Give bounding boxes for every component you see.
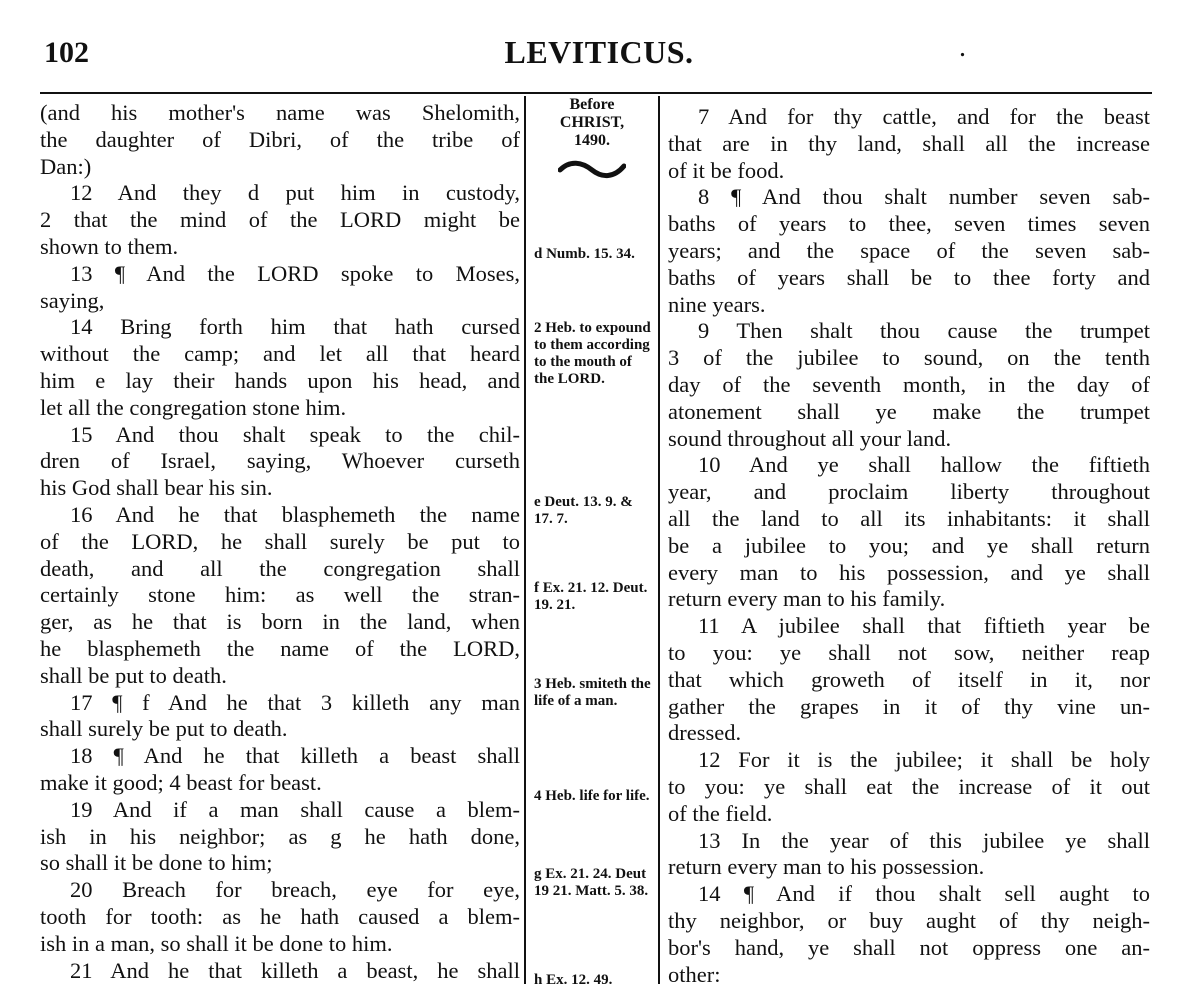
text-line: ish in his neighbor; as g he hath done, [40,823,520,849]
flourish-ornament [558,158,626,180]
text-line: 2 that the mind of the LORD might be [40,207,520,233]
text-line: atonement shall ye make the trumpet [668,398,1150,424]
text-line: 14 ¶ And if thou shalt sell aught to [698,881,1150,907]
text-line: be a jubilee to you; and ye shall return [668,532,1150,558]
text-line: sound throughout all your land. [668,425,952,451]
text-line: 10 And ye shall hallow the fiftieth [698,452,1150,478]
text-line: his God shall bear his sin. [40,475,273,501]
text-line: all the land to all its inhabitants: it shall [668,505,1150,531]
text-line: (and his mother's name was Shelomith, [40,100,520,125]
margin-note: 3 Heb. smiteth the life of a man. [534,676,651,709]
text-line: to you: ye shall eat the increase of it out [668,773,1150,799]
text-line: 15 And thou shalt speak to the chil- [70,421,520,447]
text-line: him e lay their hands upon his head, and [40,367,520,393]
date-note [528,96,656,150]
page-header [44,30,1154,80]
text-line: saying, [40,287,105,313]
margin-note: d Numb. 15. 34. [534,246,635,262]
text-line: 3 of the jubilee to sound, on the tenth [668,345,1150,371]
text-line: return every man to his family. [668,586,946,612]
header-dot: . [959,32,966,63]
page-number: 102 [44,36,89,69]
text-line: shall surely be put to death. [40,716,288,742]
text-line: death, and all the congregation shall [40,555,520,581]
text-line: 14 Bring forth him that hath cursed [70,314,520,340]
text-line: that which groweth of itself in it, nor [668,666,1150,692]
book-title: LEVITICUS. [504,34,694,70]
text-line: shown to them. [40,233,179,259]
text-line: 21 And he that killeth a beast, he shall [70,957,520,983]
right-text-column [668,104,1150,988]
text-line: 9 Then shalt thou cause the trumpet [698,318,1150,344]
text-line: 18 ¶ And he that killeth a beast shall [70,743,520,769]
text-line: of the LORD, he shall surely be put to [40,528,520,554]
left-text-column [40,100,520,984]
date-note-line: 1490. [574,132,610,149]
column-divider-left [524,96,526,984]
center-margin [528,96,656,988]
text-line: bor's hand, ye shall not oppress one an- [668,934,1150,960]
header-rule [40,92,1152,94]
text-line: 13 In the year of this jubilee ye shall [698,827,1150,853]
text-line: thy neighbor, or buy aught of thy neigh- [668,907,1150,933]
text-line: ger, as he that is born in the land, when [40,609,520,635]
text-line: so shall it be done to him; [40,850,273,876]
text-line: 12 And they d put him in custody, [70,180,520,206]
text-line: return every man to his possession. [668,854,985,880]
text-line: baths of years to thee, seven times seven [668,211,1150,237]
text-line: dressed. [668,720,742,746]
margin-note: f Ex. 21. 12. Deut. 19. 21. [534,580,648,613]
text-line: tooth for tooth: as he hath caused a blem- [40,903,520,929]
text-line: year, and proclaim liberty throughout [668,479,1150,505]
text-line: 12 For it is the jubilee; it shall be holy [698,747,1150,773]
text-line: 8 ¶ And thou shalt number seven sab- [698,184,1150,210]
text-line: years; and the space of the seven sab- [668,237,1150,263]
text-line: day of the seventh month, in the day of [668,371,1150,397]
text-line: let all the congregation stone him. [40,394,347,420]
text-line: 13 ¶ And the LORD spoke to Moses, [70,260,520,286]
text-line: make it good; 4 beast for beast. [40,769,322,795]
text-line: 16 And he that blasphemeth the name [70,501,520,527]
text-line: of the field. [668,800,773,826]
date-note-line: CHRIST, [559,114,625,131]
text-line: 20 Breach for breach, eye for eye, [70,877,520,903]
text-line: every man to his possession, and ye shall [668,559,1150,585]
column-divider-right [658,96,660,984]
margin-note: 2 Heb. to expound to them according to the mouth of the LORD. [534,320,651,387]
text-line: of it be food. [668,157,785,183]
text-line: 7 And for thy cattle, and for the beast [698,104,1150,129]
date-note-line: Before [569,96,615,113]
margin-note: 4 Heb. life for life. [534,788,650,804]
text-line: gather the grapes in it of thy vine un- [668,693,1150,719]
text-line: without the camp; and let all that heard [40,341,520,367]
text-line: other: [668,961,721,987]
text-line: 19 And if a man shall cause a blem- [70,796,520,822]
margin-note: g Ex. 21. 24. Deut 19 21. Matt. 5. 38. [534,866,649,899]
text-line: nine years. [668,291,766,317]
text-line: ish in a man, so shall it be done to him. [40,930,393,956]
text-line: he blasphemeth the name of the LORD, [40,635,520,661]
text-line: shall be put to death. [40,662,227,688]
text-line: dren of Israel, saying, Whoever curseth [40,448,520,474]
text-line: baths of years shall be to thee forty and [668,264,1150,290]
text-line: that are in thy land, shall all the increase [668,130,1150,156]
text-line: the daughter of Dibri, of the tribe of [40,126,520,152]
text-line: certainly stone him: as well the stran- [40,582,520,608]
margin-note: e Deut. 13. 9. & 17. 7. [534,494,633,527]
text-line: Dan:) [40,153,92,179]
text-line: to you: ye shall not sow, neither reap [668,639,1150,665]
margin-note: h Ex. 12. 49. [534,972,613,988]
text-line: 11 A jubilee shall that fiftieth year be [698,613,1150,639]
text-line: 17 ¶ f And he that 3 killeth any man [70,689,520,715]
